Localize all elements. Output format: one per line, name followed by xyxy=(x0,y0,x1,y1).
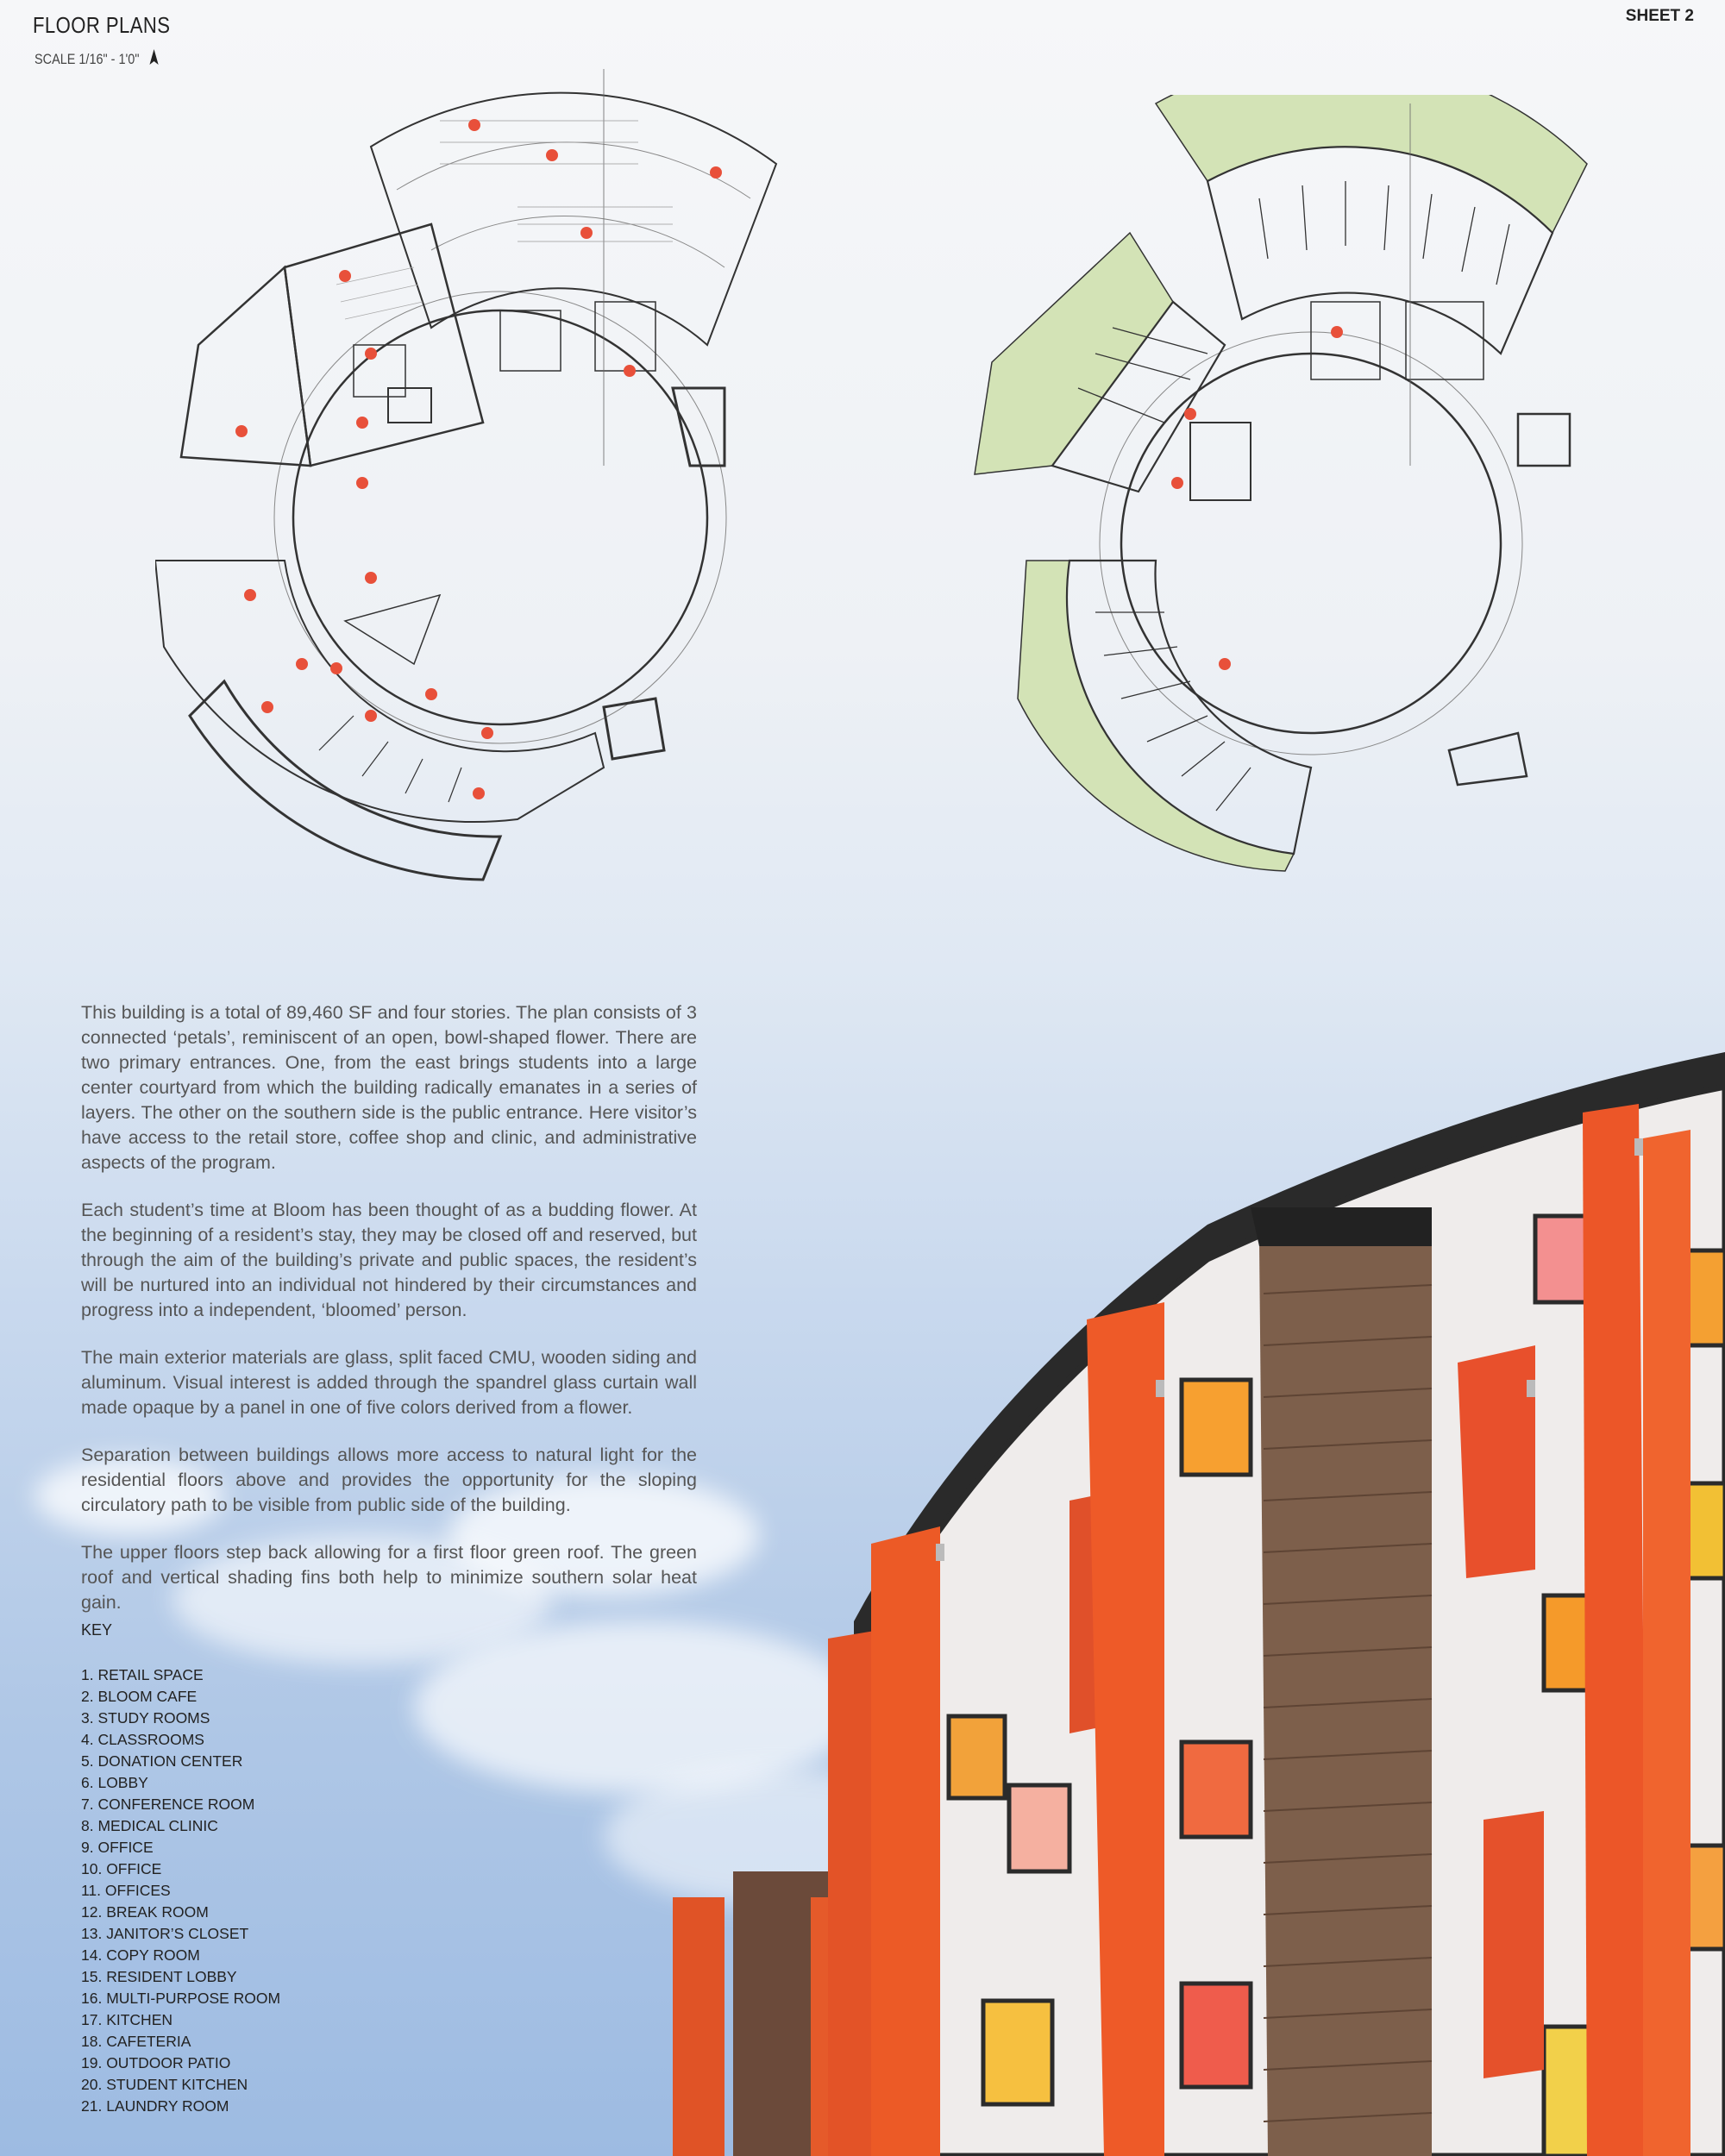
key-item: 9. OFFICE xyxy=(81,1839,154,1856)
room-key-list xyxy=(81,1664,280,2117)
page-title: FLOOR PLANS xyxy=(33,12,171,38)
key-item: 12. BREAK ROOM xyxy=(81,1903,209,1921)
sheet-number: SHEET 2 xyxy=(1625,7,1694,25)
key-title: KEY xyxy=(81,1621,113,1639)
key-item: 14. COPY ROOM xyxy=(81,1946,200,1964)
description-paragraph: This building is a total of 89,460 SF and four stories. The plan consists of 3 connected ‘petals’, reminiscent of an open, bowl-shaped flower. There are two primary entrances. One, from the east brings students into a large center courtyard from which the building radically emanates in a series of layers. The other on the southern side is the public entrance. Here visitor’s have access to the retail store, coffee shop and clinic, and administrative aspects of the program. xyxy=(81,1002,697,1173)
key-item: 20. STUDENT KITCHEN xyxy=(81,2076,248,2093)
key-item: 3. STUDY ROOMS xyxy=(81,1709,210,1727)
key-item: 6. LOBBY xyxy=(81,1774,148,1791)
key-item: 18. CAFETERIA xyxy=(81,2033,191,2050)
description-paragraph: Each student’s time at Bloom has been thought of as a budding flower. At the beginning of a resident’s stay, they may be closed off and reserved, but through the aim of the building’s private and public spaces, the resident’s will be nurtured into an individual not hindered by their circumstances and progress into a independent, ‘bloomed’ person. xyxy=(81,1200,697,1320)
key-item: 1. RETAIL SPACE xyxy=(81,1666,204,1683)
key-item: 19. OUTDOOR PATIO xyxy=(81,2054,231,2071)
scale-text: SCALE 1/16" - 1'0" xyxy=(34,51,140,67)
key-item: 16. MULTI-PURPOSE ROOM xyxy=(81,1990,281,2007)
key-item: 5. DONATION CENTER xyxy=(81,1752,243,1770)
project-description xyxy=(81,1000,697,1638)
key-item: 2. BLOOM CAFE xyxy=(81,1688,198,1705)
key-item: 11. OFFICES xyxy=(81,1882,171,1899)
description-paragraph: The main exterior materials are glass, split faced CMU, wooden siding and aluminum. Visual interest is added through the spandrel glass curtain wall made opaque by a panel in one of five colors derived from a flower. xyxy=(81,1347,697,1418)
key-item: 4. CLASSROOMS xyxy=(81,1731,204,1748)
key-item: 15. RESIDENT LOBBY xyxy=(81,1968,237,1985)
description-paragraph: The upper floors step back allowing for a first floor green roof. The green roof and vertical shading fins both help to minimize southern solar heat gain. xyxy=(81,1542,697,1613)
description-paragraph: Separation between buildings allows more access to natural light for the residential floors above and provides the opportunity for the sloping circulatory path to be visible from public side of the building. xyxy=(81,1445,697,1515)
key-item: 17. KITCHEN xyxy=(81,2011,172,2028)
key-item: 10. OFFICE xyxy=(81,1860,162,1877)
key-item: 8. MEDICAL CLINIC xyxy=(81,1817,218,1834)
key-item: 21. LAUNDRY ROOM xyxy=(81,2097,229,2115)
key-item: 13. JANITOR’S CLOSET xyxy=(81,1925,249,1942)
key-item: 7. CONFERENCE ROOM xyxy=(81,1796,255,1813)
